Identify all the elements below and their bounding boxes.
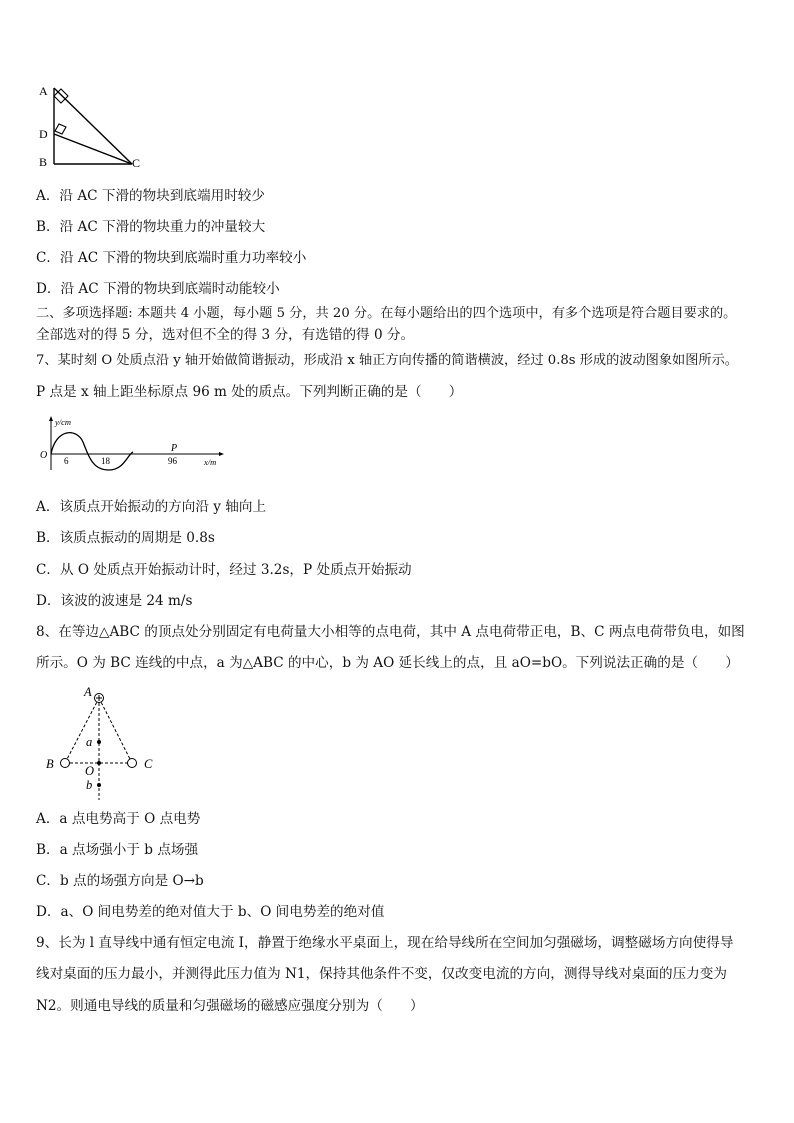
side-ab [65,698,99,763]
line-ac [54,88,132,164]
q7-stem-line1: 7、某时刻 O 处质点沿 y 轴开始做简谐振动，形成沿 x 轴正方向传播的简谐横波，经过 0.8s 形成的波动图象如图所示。 [36,353,738,368]
charge-triangle-figure [40,684,170,802]
label-b: B [39,155,48,169]
q8-stem-line2: 所示。O 为 BC 连线的中点，a 为△ABC 的中心，b 为 AO 延长线上的点，且 aO=bO。下列说法正确的是（ ） [36,655,739,671]
vertex-b-label: B [46,757,54,771]
y-axis-arrow [49,416,53,421]
point-b-dot [97,783,101,787]
charge-c-negative [128,759,137,768]
q9-stem-line1: 9、长为 l 直导线中通有恒定电流 I，静置于绝缘水平桌面上，现在给导线所在空间加匀强磁场，调整磁场方向使得导 [36,935,734,951]
q9-stem-line3: N2。则通电导线的质量和匀强磁场的磁感应强度分别为（ ） [36,998,424,1014]
q8-option-c: C．b 点的场强方向是 O→b [36,873,204,889]
q6-option-c: C．沿 AC 下滑的物块到底端时重力功率较小 [36,250,307,266]
q9-stem-line2: 线对桌面的压力最小，并测得此压力值为 N1，保持其他条件不变，仅改变电流的方向，测得导线对桌面的压力变为 [36,966,727,982]
tick-18: 18 [101,456,110,466]
tick-96: 96 [168,456,177,466]
section2-heading-line2: 全部选对的得 5 分，选对但不全的得 3 分，有选错的得 0 分。 [36,327,415,343]
q6-option-d: D．沿 AC 下滑的物块到底端时动能较小 [36,281,280,297]
x-axis-label: x/m [204,457,217,467]
y-axis-label: y/cm [55,417,72,427]
charge-b-negative [61,759,70,768]
q8-option-d: D．a、O 间电势差的绝对值大于 b、O 间电势差的绝对值 [36,904,385,920]
point-a-dot [97,740,101,744]
q7-option-c: C．从 O 处质点开始振动计时，经过 3.2s，P 处质点开始振动 [36,562,412,578]
label-d: D [39,127,48,141]
q6-option-b: B．沿 AC 下滑的物块重力的冲量较大 [36,219,266,235]
q6-option-a: A．沿 AC 下滑的物块到底端用时较少 [36,188,265,204]
q7-option-d: D．该波的波速是 24 m/s [36,593,193,609]
q7-option-b: B．该质点振动的周期是 0.8s [36,530,215,546]
incline-figure [34,84,154,174]
side-ac [99,698,132,763]
x-axis-arrow [219,452,224,456]
q8-option-a: A．a 点电势高于 O 点电势 [36,811,201,827]
label-c: C [132,156,141,170]
tick-6: 6 [64,456,69,466]
label-a: A [39,84,48,98]
q8-option-b: B．a 点场强小于 b 点场强 [36,842,199,858]
q7-option-a: A．该质点开始振动的方向沿 y 轴向上 [36,499,267,515]
midpoint-o-label: O [85,764,95,778]
vertex-a-label: A [84,685,92,699]
point-o-dot [97,761,101,765]
center-a-label: a [86,735,93,749]
section2-heading-line1: 二、多项选择题: 本题共 4 小题，每小题 5 分，共 20 分。在每小题给出的四个选项中，有多个选项是符合题目要求的。 [36,306,737,321]
vertex-c-label: C [144,757,153,771]
block-on-ac [54,89,68,103]
point-b-label: b [86,778,93,792]
block-on-dc [55,124,66,134]
q7-stem-line2: P 点是 x 轴上距坐标原点 96 m 处的质点。下列判断正确的是（ ） [36,384,463,400]
q8-stem-line1: 8、在等边△ABC 的顶点处分别固定有电荷量大小相等的点电荷，其中 A 点电荷带正电，B、C 两点电荷带负电，如图 [36,624,745,640]
origin-label: O [40,450,48,461]
line-dc [54,134,132,164]
wave-graph [34,414,234,476]
point-p-label: P [171,443,178,454]
